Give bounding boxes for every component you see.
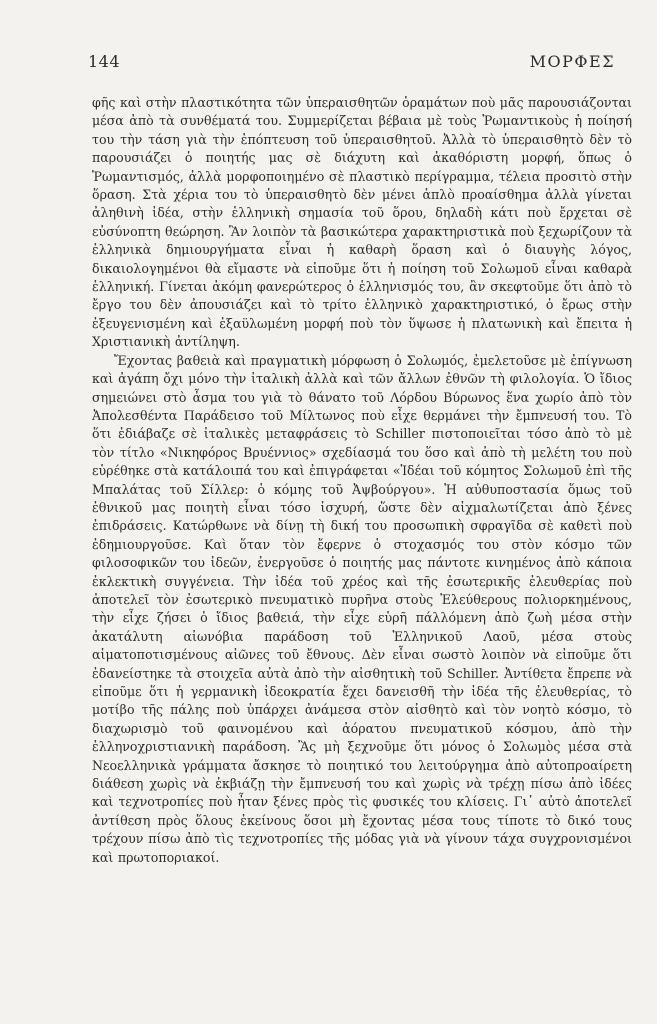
page-header <box>88 52 615 74</box>
running-title: ΜΟΡΦΕΣ <box>529 52 615 71</box>
paragraph-1: φῆς καὶ στὴν πλαστικότητα τῶν ὑπεραισθητῶν ὁραμάτων ποὺ μᾶς παρουσιάζονται μέσα ἀπὸ τὰ συνθέματά του. Συμμερίζεται βέβαια μὲ τοὺς Ῥωμαντικοὺς ἡ ποίησή του τὴν τάση γιὰ τὴν ἐπόπτευση τοῦ ὑπεραισθητοῦ. Ἀλλὰ τὸ ὑπεραισθητὸ δὲν τὸ παρουσιάζει ὁ ποιητής μας σὲ διάχυτη καὶ ἀκαθόριστη μορφή, ὅπως ὁ Ῥωμαντισμός, ἀλλὰ μορφοποιημένο σὲ πλαστικὸ περίγραμμα, τέλεια προσιτὸ στὴν ὅραση. Στὰ χέρια του τὸ ὑπεραισθητὸ δὲν μένει ἁπλὸ προαίσθημα ἀλλὰ γίνεται ἀληθινὴ ἰδέα, στὴν ἑλληνικὴ σημασία τοῦ ὅρου, δηλαδὴ κάτι ποὺ ἔρχεται σὲ εὐσύνοπτη θεώρηση. Ἂν λοιπὸν τὰ βασικώτερα χαρακτηριστικὰ ποὺ ξεχωρίζουν τὰ ἑλληνικὰ δημιουργήματα εἶναι ἡ καθαρὴ ὅραση καὶ ὁ διαυγὴς λόγος, δικαιολογημένοι θὰ εἴμαστε νὰ εἰποῦμε ὅτι ἡ ποίηση τοῦ Σολωμοῦ εἶναι καθαρὰ ἑλληνική. Γίνεται ἀκόμη φανερώτερος ὁ ἑλληνισμός του, ἂν σκεφτοῦμε ὅτι ἀπὸ τὸ ἔργο του δὲν ἀπουσιάζει καὶ τὸ τρίτο ἑλληνικὸ χαρακτηριστικό, ὁ ἔρως στὴν ἐξευγενισμένη καὶ ἐξαϋλωμένη μορφή ποὺ τὸν ὕψωσε ἡ πλατωνικὴ καὶ ἔπειτα ἡ Χριστιανικὴ ἀντίληψη. <box>92 95 632 350</box>
body-text <box>92 94 632 867</box>
paragraph-2: Ἔχοντας βαθειὰ καὶ πραγματικὴ μόρφωση ὁ Σολωμός, ἐμελετοῦσε μὲ ἐπίγνωση καὶ ἀγάπη ὄχι μόνο τὴν ἰταλικὴ ἀλλὰ καὶ τῶν ἄλλων ἐθνῶν τὴ φιλολογία. Ὁ ἴδιος σημειώνει στὸ ἆσμα του γιὰ τὸ θάνατο τοῦ Λόρδου Βύρωνος ἕνα χωρίο ἀπὸ τὸν Ἀπολεσθέντα Παράδεισο τοῦ Μίλτωνος ποὺ εἶχε θερμάνει τὴν ἔμπνευσή του. Τὸ ὅτι ἐδιάβαζε σὲ ἰταλικὲς μεταφράσεις τὸ Schiller πιστοποιεῖται τόσο ἀπὸ τὸ μὲ τὸν τίτλο «Νικηφόρος Βρυέννιος» σχεδίασμά του ὅσο καὶ ἀπὸ τὴ μελέτη του ποὺ εὑρέθηκε στὰ κατάλοιπά του καὶ ἐπιγράφεται «Ἰδέαι τοῦ κόμητος Σολωμοῦ ἐπὶ τῆς Μπαλάτας τοῦ Σίλλερ: ὁ κόμης τοῦ Ἀψβούργου». Ἡ αὐθυποστασία ὅμως τοῦ ἐθνικοῦ μας ποιητὴ εἶναι τόσο ἰσχυρή, ὥστε δὲν αἰχμαλωτίζεται ἀπὸ ξένες ἐπιδράσεις. Κατώρθωνε νὰ δίνῃ τὴ δική του προσωπικὴ σφραγῖδα σὲ καθετὶ ποὺ ἐδημιουργοῦσε. Καὶ ὅταν τὸν ἔφερνε ὁ στοχασμός του στὸν κόσμο τῶν φιλοσοφικῶν του ἰδεῶν, ἐνεργοῦσε ὁ ποιητής μας πάντοτε κινημένος ἀπὸ κάποια ἐκλεκτικὴ συγγένεια. Τὴν ἰδέα τοῦ χρέος καὶ τῆς ἐσωτερικῆς ἐλευθερίας ποὺ ἀποτελεῖ τὸν ἐσωτερικὸ πνευματικὸ πυρῆνα στοὺς Ἐλεύθερους πολιορκημένους, τὴν εἶχε ζήσει ὁ ἴδιος βαθειά, τὴν εἶχε εὑρῆ πάλλόμενη ἀπὸ ζωὴ μέσα στὴν ἀκατάλυτη αἰωνόβια παράδοση τοῦ Ἑλληνικοῦ Λαοῦ, μέσα στοὺς αἱματοποτισμένους αἰῶνες τοῦ ἔθνους. Δὲν εἶναι σωστὸ λοιπὸν νὰ εἰποῦμε ὅτι ἐδανείστηκε τὰ στοιχεῖα αὐτὰ ἀπὸ τὴν αἰσθητικὴ τοῦ Schiller. Ἀντίθετα ἔπρεπε νὰ εἰποῦμε ὅτι ἡ γερμανικὴ ἰδεοκρατία ἔχει δανεισθῆ τὴν ἰδέα τῆς ἐλευθερίας, τὸ μοτίβο τῆς πάλης ποὺ ὑπάρχει ἀνάμεσα στὸν αἰσθητὸ καὶ τὸν νοητὸ κόσμο, τὸ διαχωρισμὸ τοῦ φαινομένου καὶ ἀόρατου πνευματικοῦ κόσμου, ἀπὸ τὴν ἑλληνοχριστιανικὴ παράδοση. Ἂς μὴ ξεχνοῦμε ὅτι μόνος ὁ Σολωμὸς μέσα στὰ Νεοελληνικὰ γράμματα ἄσκησε τὸ ποιητικό του λειτούργημα ἀπὸ αὐτοπροαίρετη διάθεση χωρὶς νὰ ἐκβιάζῃ τὴν ἔμπνευσή του καὶ χωρὶς νὰ τρέχῃ πίσω ἀπὸ ἰδέες καὶ τεχνοτροπίες ποὺ ἦταν ξένες πρὸς τὶς φυσικές του κλίσεις. Γι᾿ αὐτὸ ἀποτελεῖ ἀντίθεση πρὸς ὅλους ἐκείνους ὅσοι μὴ ἔχοντας μέσα τους τίποτε τὸ δικό τους τρέχουν πίσω ἀπὸ τὶς τεχνοτροπίες τῆς μόδας γιὰ νὰ γίνουν τάχα συγχρονισμένοι καὶ πρωτοποριακοί. <box>92 352 632 865</box>
page-number: 144 <box>88 52 121 71</box>
